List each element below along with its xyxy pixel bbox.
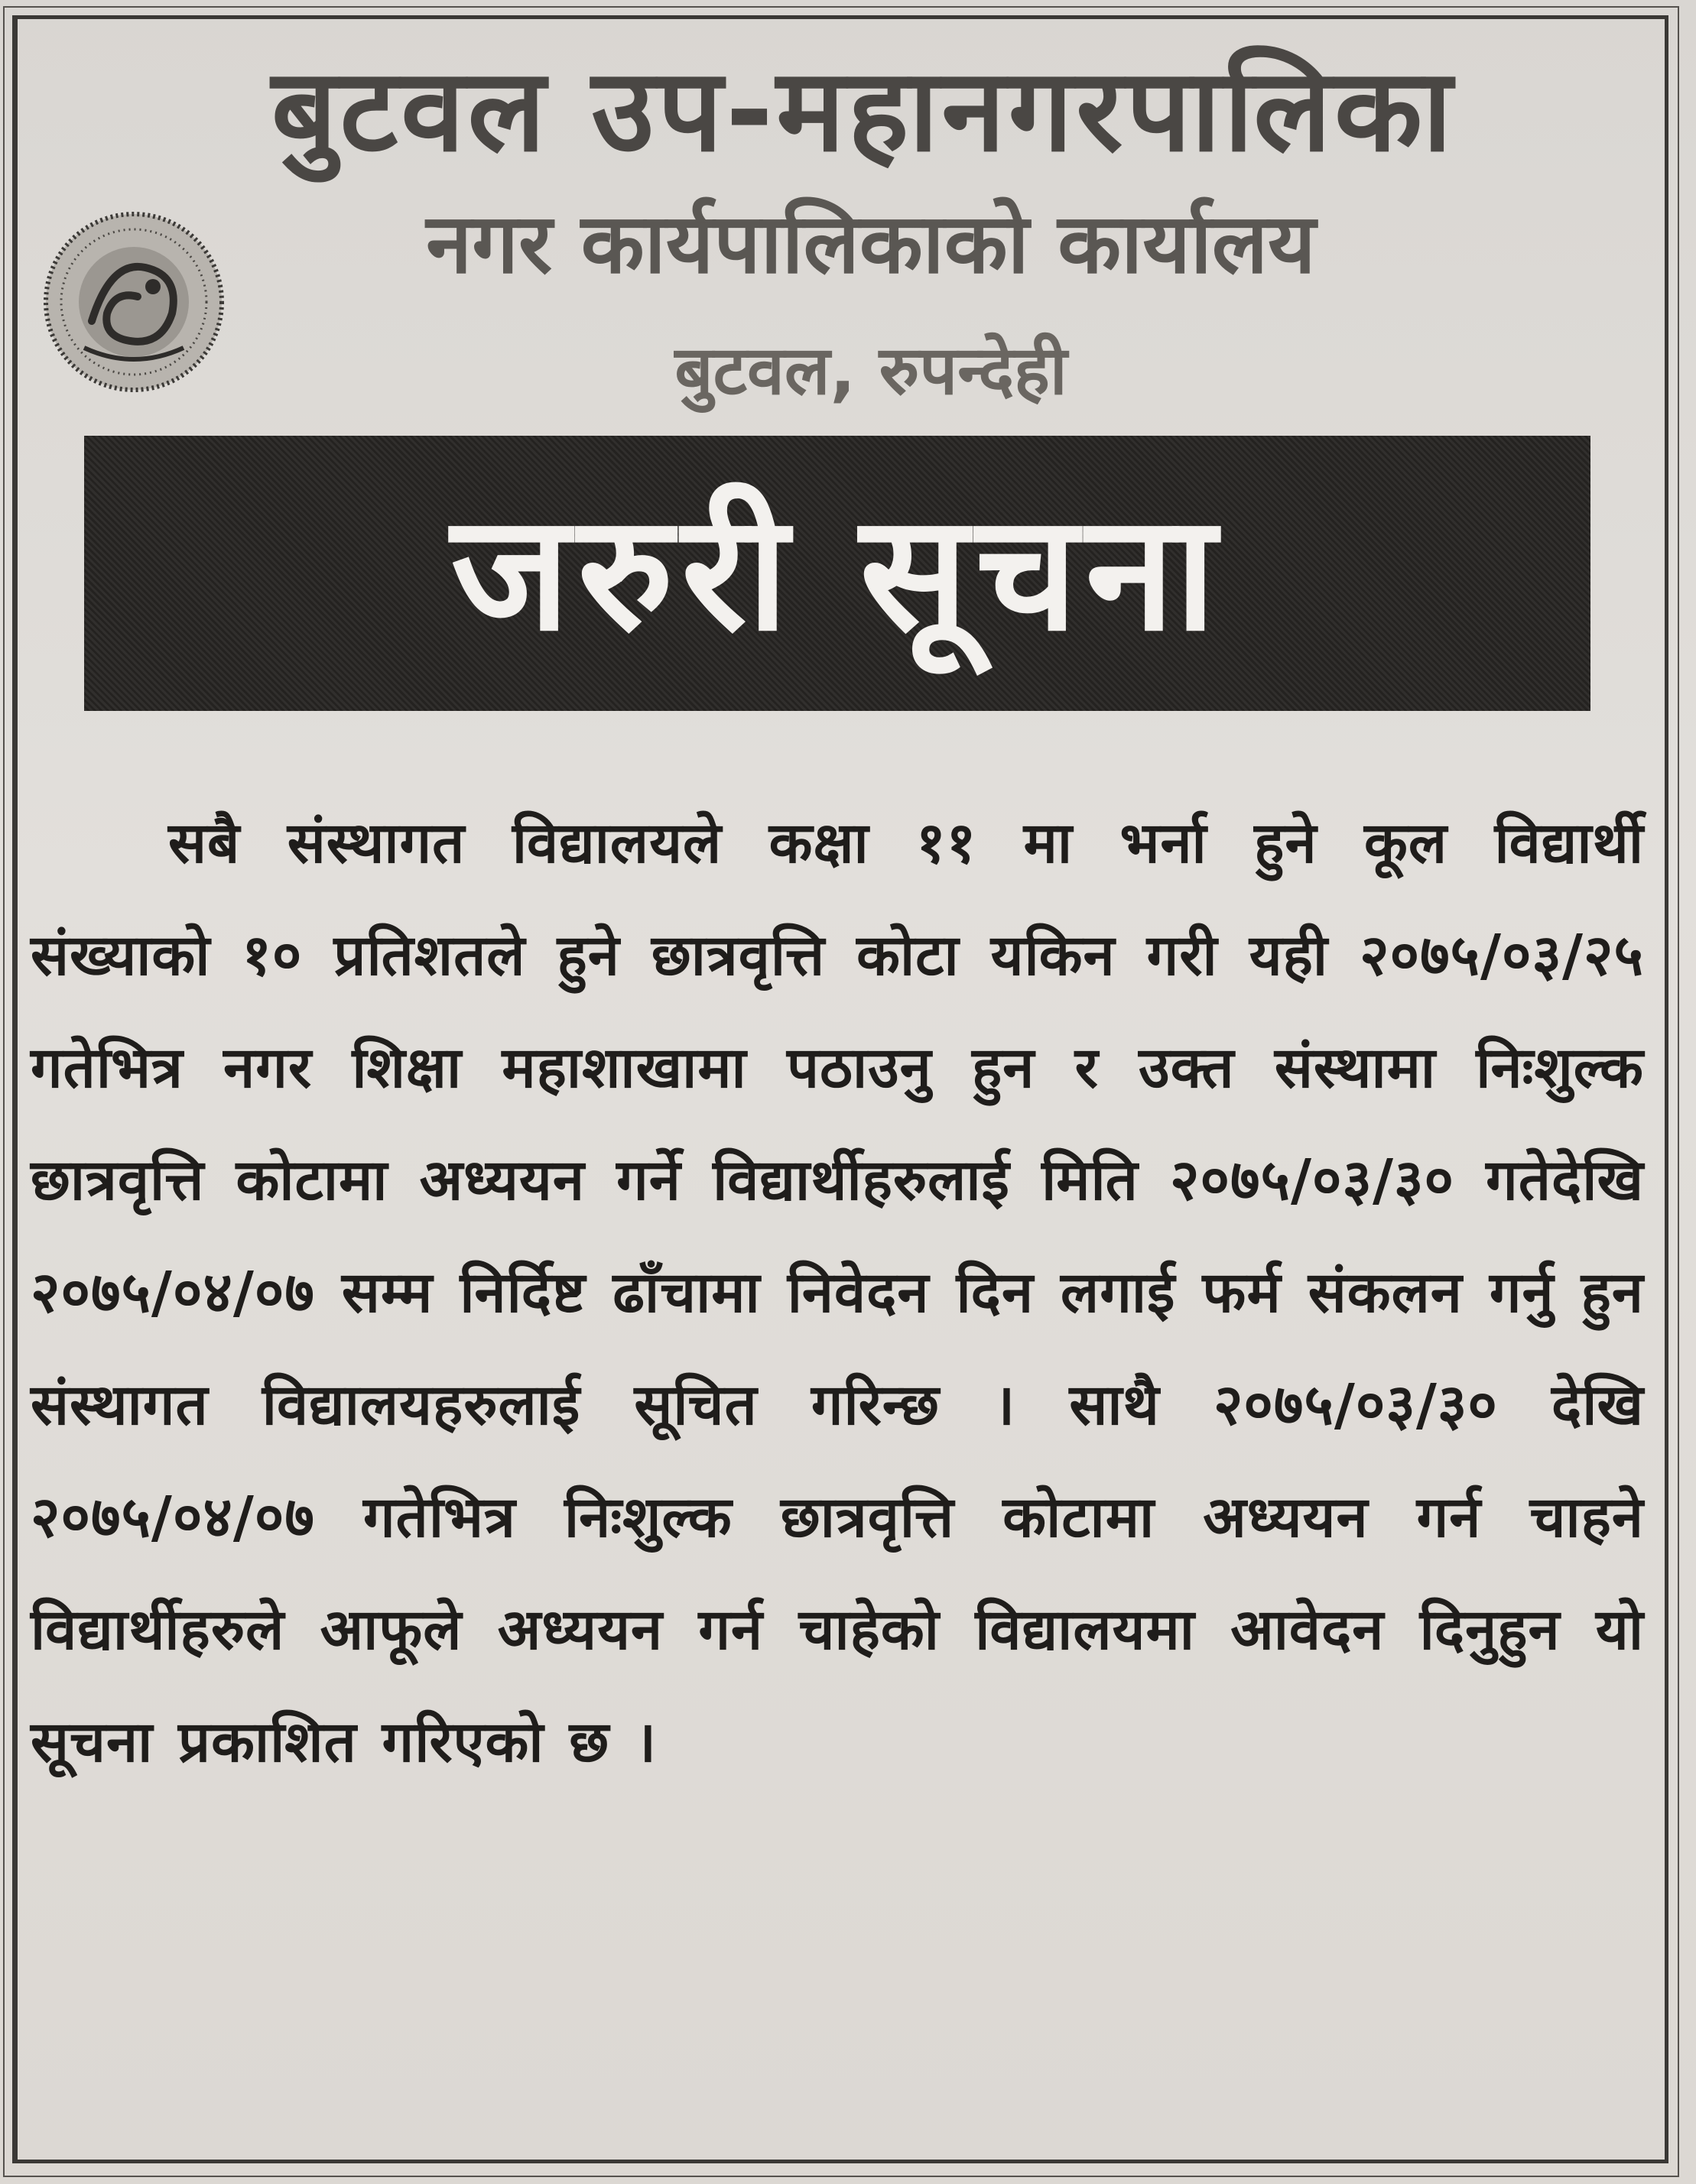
notice-title-banner	[84, 436, 1590, 711]
municipality-name: बुटवल उप-महानगरपालिका	[271, 44, 1456, 177]
notice-body: सबै संस्थागत विद्यालयले कक्षा ११ मा भर्ना हुने कूल विद्यार्थी संख्याको १० प्रतिशतले हुने छात्रवृत्ति कोटा यकिन गरी यही २०७५/०३/२५ गतेभित्र नगर शिक्षा महाशाखामा पठाउनु हुन र उक्त संस्थामा निःशुल्क छात्रवृत्ति कोटामा अध्ययन गर्ने विद्यार्थीहरुलाई मिति २०७५/०३/३० गतेदेखि २०७५/०४/०७ सम्म निर्दिष्ट ढाँचामा निवेदन दिन लगाई फर्म संकलन गर्नु हुन संस्थागत विद्यालयहरुलाई सूचित गरिन्छ । साथै २०७५/०३/३० देखि २०७५/०४/०७ गतेभित्र निःशुल्क छात्रवृत्ति कोटामा अध्ययन गर्न चाहने विद्यार्थीहरुले आफूले अध्ययन गर्न चाहेको विद्यालयमा आवेदन दिनुहुन यो सूचना प्रकाशित गरिएको छ ।	[31, 810, 1644, 1775]
office-location: बुटवल, रुपन्देही	[674, 331, 1067, 410]
notice-title: जरुरी सूचना	[450, 479, 1224, 667]
office-name: नगर कार्यपालिकाको कार्यालय	[426, 196, 1316, 292]
